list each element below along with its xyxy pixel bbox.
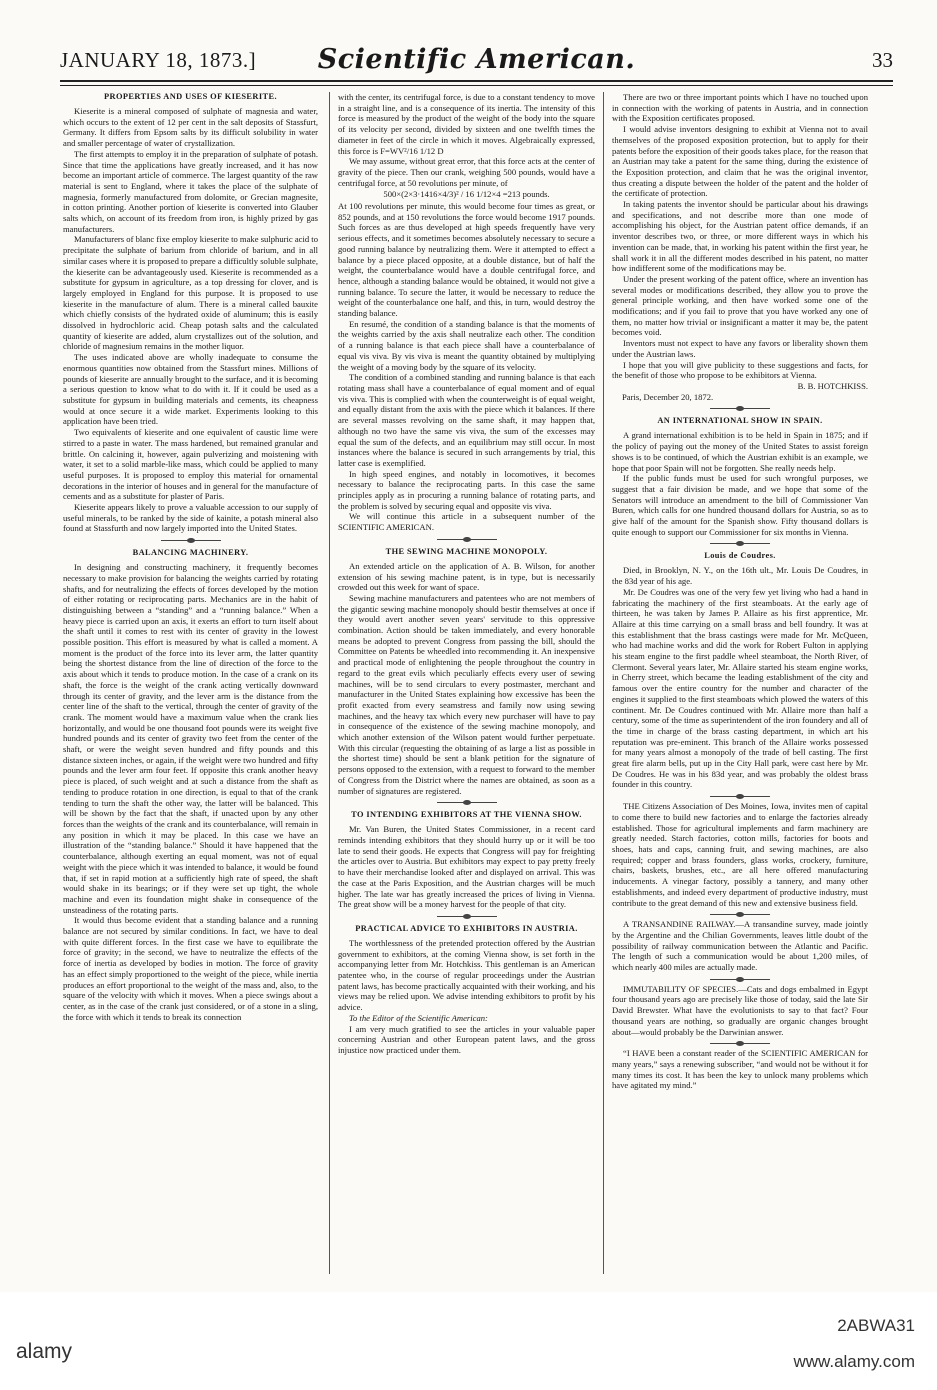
header-rule-thick bbox=[60, 80, 893, 82]
column-divider bbox=[329, 92, 330, 1274]
paragraph: If the public funds must be used for such wrongful purposes, we suggest that a fair division be made, and we hope that some of the Senators will introduce an amendment to the bill of Commissioner Van Buren, which calls for one hundred thousand dollars for Austria, so as to give half of the amount for the Spanish show. Fifty thousand dollars is quite enough to support our Commissioner for six months in Vienna. bbox=[612, 473, 868, 537]
page-header bbox=[60, 44, 893, 78]
article-title-sewing-monopoly: THE SEWING MACHINE MONOPOLY. bbox=[385, 546, 548, 556]
paragraph: “I HAVE been a constant reader of the SCIENTIFIC AMERICAN for many years,” says a renewing subscriber, “and would not be without it for many times its cost. It has been the key to unlock many problems which have agitated my mind.” bbox=[612, 1048, 868, 1091]
column-1 bbox=[63, 92, 318, 1276]
paragraph: At 100 revolutions per minute, this would become four times as great, or 852 pounds, and at 150 revolutions the force would become 1917 pounds. Such forces as are thus developed at high speeds frequently have very serious effects, and it sometimes becomes absolutely necessary to secure a good running balance by neutralizing them. Were it attempted to effect a balance by a piece placed opposite, at a double distance, but of half the weight, the counterbalance would have a double centrifugal force, and hence, although a standing balance would be obtained, it would not give a running balance. To secure the latter, it would be necessary to reduce the weight of the counterbalance one half, and this, in turn, would destroy the standing balance. bbox=[338, 201, 595, 319]
paragraph: I would advise inventors designing to exhibit at Vienna not to avail themselves of the proposed exposition protection, but to apply for their patents before the exposition of their goods takes place, for the reason that an Austrian may take a patent for the same thing, during the existence of the Exposition protection, and claim that he was the original inventor, thus creating a dispute between the holder of the patent and the holder of the certificate of protection. bbox=[612, 124, 868, 199]
header-rule-thin bbox=[60, 85, 893, 86]
article-title-spain-show: AN INTERNATIONAL SHOW IN SPAIN. bbox=[657, 416, 823, 426]
article-title-practical-advice: PRACTICAL ADVICE TO EXHIBITORS IN AUSTRIA. bbox=[355, 923, 578, 933]
column-2 bbox=[338, 92, 595, 1276]
section-separator bbox=[437, 539, 497, 540]
paragraph: Died, in Brooklyn, N. Y., on the 16th ult., Mr. Louis De Coudres, in the 83d year of his age. bbox=[612, 565, 868, 587]
watermark-logo: alamy bbox=[16, 1340, 73, 1363]
paragraph: En resumé, the condition of a standing balance is that the moments of the weights carried by the axis shall neutralize each other. The condition of a running balance is that each piece shall have a counterbalance of equal vis viva. By vis viva is meant the quantity obtained by multiplying the weight of a moving body by the square of its velocity. bbox=[338, 318, 595, 372]
article-title-kieserite: PROPERTIES AND USES OF KIESERITE. bbox=[104, 92, 277, 101]
section-separator bbox=[437, 802, 497, 803]
section-separator bbox=[161, 540, 221, 541]
paragraph: In taking patents the inventor should be particular about his drawings and specifications, and not describe more than one mode of accomplishing his object, for the Austrian patent office demands, if an inventor describes two, or three, or more different ways in which his invention can be made, that, in working his patent within the first year, he shall work it in all the different modes described in his patent, no matter how indifferent some of the modifications may be. bbox=[612, 199, 868, 274]
section-separator bbox=[710, 408, 770, 409]
paragraph: I hope that you will give publicity to these suggestions and facts, for the benefit of those who propose to be exhibitors at Vienna. bbox=[612, 359, 868, 381]
article-title-balancing: BALANCING MACHINERY. bbox=[132, 548, 249, 558]
letter-date: Paris, December 20, 1872. bbox=[622, 391, 714, 402]
paragraph: A grand international exhibition is to be held in Spain in 1875; and if the policy of paying out the money of the United States to assist foreign shows is to be continued, of which the Austrian exhibit is an example, we hope that poor Spain will not be forgotten. She really needs help. bbox=[612, 430, 868, 473]
column-divider bbox=[603, 92, 604, 1274]
article-title-vienna-show: TO INTENDING EXHIBITORS AT THE VIENNA SHOW. bbox=[351, 810, 582, 820]
paragraph: Two equivalents of kieserite and one equivalent of caustic lime were stirred to a paste in water. The mass hardened, but remained granular and brittle. On calcining it, however, again pulverizing and moistening with water, it set to a solid marble-like mass, which could be applied to many useful purposes. It is proposed to employ this material for ornamental decorations in the interior of houses and in general for the manufacture of cements and as a substitute for plaster of Paris. bbox=[63, 427, 318, 502]
article-title-coudres: Louis de Coudres. bbox=[704, 551, 776, 561]
paragraph: The condition of a combined standing and running balance is that each rotating mass shall have a counterbalance of equal moment and of equal vis viva. This is complied with when the counterweight is of equal weight, and equally distant from the axis with the piece which it balances. If there are several masses revolving on the same shaft, it may happen that, although no two have the same vis viva, the sum of the excesses may equal the sum of the defects, and an equilibrium may still occur. In most instances where the balance is secured in such arrangements by trial, this latter case is exemplified. bbox=[338, 372, 595, 468]
paragraph: with the center, its centrifugal force, is due to a constant tendency to move in a straight line, and is a consequence of its inertia. The intensity of this force is measured by the product of the weight of the body into the square of its velocity per second, divided by sixteen and one twelfth times the diameter in feet of the circle in which it moves. Algebraically expressed, this force is F=WV²/16 1/12 D bbox=[338, 92, 595, 156]
section-separator bbox=[710, 979, 770, 980]
paragraph: Mr. Van Buren, the United States Commissioner, in a recent card reminds intending exhibitors that they should hurry up or it will be too late to send their goods. He expects that Congress will pay for freighting the articles over to Austria. But exhibitors may expect to pay pretty freely to have their merchandise looked after and displayed on arrival. This was the case at the Paris Exposition, and the Austrian charges will be much higher. The late war has greatly increased the prices of living in Vienna. The great show will be a money harvest for the people of that city. bbox=[338, 824, 595, 910]
letter-signature: B. B. HOTCHKISS. bbox=[797, 380, 868, 391]
section-separator bbox=[710, 914, 770, 915]
paragraph: The first attempts to employ it in the preparation of sulphate of potash. Since that time the applications have greatly increased, and it has now become an important article of commerce. The largest quantity of the raw material is sent to England, where it takes the place of the sulphate of magnesia, formerly manufactured from dolomite, or Grecian magnesite, in cotton printing. Another portion of kieserite is converted into Glauber salts which, on account of its freedom from iron, is highly prized by gas manufacturers. bbox=[63, 148, 318, 234]
masthead-title: Scientific American. bbox=[317, 44, 636, 75]
letter-salutation: To the Editor of the Scientific American: bbox=[349, 1012, 488, 1023]
paragraph: Mr. De Coudres was one of the very few yet living who had a hand in fabricating the machinery of the first steamboats. At the early age of thirteen, he was taken by James P. Allaire as his first apprentice, Mr. Allaire at this time carrying on a small brass and bell foundry. It was at this establishment that the brass castings were made for Mr. McQueen, who had machine works and did the work for Robert Fulton in applying his steam engine to the first paddle wheel steamboat, the North River, of Clermont. Several years later, Mr. Allaire started his steam engine works, in Cherry street, which became the leading establishment of the city and famous over the entire country for the number and character of the engines it supplied to the first steamboats which plowed the waters of this continent. Mr. De Coudres continued with Mr. Allaire more than half a century, some of the time as superintendent of the iron foundery and all of the time in charge of the brass casting department, in which art his reputation was pre-eminent. This branch of the Allaire works possessed for many years almost a monopoly of the trade of bell casting. The first great fire alarm bells, put up in the City Hall park, were cast here by Mr. De Coudres. He was in his 83d year, and was probably the oldest brass founder in this country. bbox=[612, 586, 868, 790]
paragraph: An extended article on the application of A. B. Wilson, for another extension of his sewing machine patent, is in type, but is necessarily crowded out this week for want of space. bbox=[338, 560, 595, 593]
paragraph: Under the present working of the patent office, where an invention has several modes or modifications described, they allow you to prove the general principle working, and then have worked some one of the modifications; and if you fail to prove that you have worked any one of them, no matter how trivial or insignificant a matter it may be, the patent becomes void. bbox=[612, 273, 868, 338]
watermark-bar bbox=[0, 1292, 937, 1390]
paragraph: There are two or three important points which I have no touched upon in connection with the working of patents in Austria, and in connection with the Exposition certificates proposed. bbox=[612, 92, 868, 124]
formula: 500×(2×3·1416×4/3)² / 16 1/12×4 =213 pounds. bbox=[383, 189, 550, 200]
section-separator bbox=[710, 543, 770, 544]
paragraph: We will continue this article in a subsequent number of the SCIENTIFIC AMERICAN. bbox=[338, 511, 595, 533]
paragraph: Inventors must not expect to have any favors or liberality shown them under the Austrian laws. bbox=[612, 338, 868, 359]
column-3 bbox=[612, 92, 868, 1276]
paragraph: The worthlessness of the pretended protection offered by the Austrian government to exhibitors, at the coming Vienna show, is set forth in the accompanying letter from Mr. Hotchkiss. This gentleman is an American patentee who, in the course of regular proceedings under the Austrian patent laws, has become practically acquainted with their working, and his views may be relied upon. We advise intending exhibitors to profit by his advice. bbox=[338, 937, 595, 1013]
paragraph: We may assume, without great error, that this force acts at the center of gravity of the piece. Then our crank, weighing 500 pounds, would have a centrifugal force, at 50 revolutions per minute, of bbox=[338, 156, 595, 188]
section-separator bbox=[437, 916, 497, 917]
page-number: 33 bbox=[872, 48, 893, 72]
watermark-url: www.alamy.com bbox=[793, 1352, 915, 1371]
paragraph: IMMUTABILITY OF SPECIES.—Cats and dogs embalmed in Egypt four thousand years ago are precisely like those of today, said the late Sir David Brewster. What have the evolutionists to say to that fact? Four thousand years are nothing, so gradually are organic changes brought about—would probably be the Darwinian answer. bbox=[612, 983, 868, 1037]
paragraph: THE Citizens Association of Des Moines, Iowa, invites men of capital to come there to build new factories and to enlarge the factories already established. Those for agricultural implements and farm machinery are greatly needed. Starch factories, cotton mills, factories for boots and shoes, hats and caps, canning fruit, and sewing machines, are also required; copper and brass founders, glass works, crockery, furniture, chairs, baskets, brushes, etc., are all here offered manufacturing inducements. A vinegar factory, possibly a tannery, and many other establishments, and indeed every department of productive industry, must contribute to the great demand of this new and extensive business field. bbox=[612, 801, 868, 908]
paragraph: It would thus become evident that a standing balance and a running balance are not secured by similar conditions. In fact, we have to deal with quite different forces. In the first case we have to equilibrate the force of gravity; in the second, we have to neutralize the effects of the force of inertia as developed by bodies in motion. The force of gravity has an effect simply proportioned to the weight of the piece, while inertia produces an effort proportional to the weight of the mass and, also, to the square of the velocity with which it moves. When a piece swings about a center, as in the case of the crank just considered, or of a stone in a sling, the force with which it tends to break its connection bbox=[63, 915, 318, 1022]
paragraph: A TRANSANDINE RAILWAY.—A transandine survey, made jointly by the Argentine and the Chilian Governments, leaves little doubt of the possibility of railway communication between the Atlantic and Pacific. The length of such a communication would be about 1,200 miles, of which nearly 400 miles are actually made. bbox=[612, 919, 868, 973]
paragraph: I am very much gratified to see the articles in your valuable paper concerning Austrian and other European patent laws, and the gross injustice now practiced under them. bbox=[338, 1023, 595, 1055]
paragraph: Sewing machine manufacturers and patentees who are not members of the gigantic sewing machine monopoly should bestir themselves at once if they would avert another seven years' servitude to this oppressive combination. Action should be taken immediately, and every honorable means be adopted to prevent Congress from passing the bill, should the Committee on Patents be wheedled into recommending it. An inexpensive and practical mode of enlightening the people throughout the country in regard to the great evils which peculiarly effects every user of sewing machines, will be to send circulars to every postmaster, merchant and manufacturer in the United States explaining how excessive has been the profit exacted from every seamstress and family now using sewing machines, and the heavy tax which every new purchaser will have to pay in consequence of the existence of the sewing machine monopoly, and which another extension of the Wilson patent would further perpetuate. With this circular (requesting the obtaining of as large a list as possible in the shortest time) should be sent a blank petition for the signature of persons opposed to the extension, with a request to forward to the member of Congress from the District where the names are obtained, as soon as a number of signatures are registered. bbox=[338, 592, 595, 796]
paragraph: Kieserite is a mineral composed of sulphate of magnesia and water, which occurs to the extent of 12 per cent in the salt deposits of Stassfurt, Germany. It differs from Epsom salts by its difficult solubility in water and smaller percentage of water of crystallization. bbox=[63, 106, 318, 149]
paragraph: The uses indicated above are wholly inadequate to consume the enormous quantities now obtained from the Stassfurt mines. Millions of pounds of kieserite are annually brought to the surface, and it is becoming a serious question to know what to do with it. If it could be used as a substitute for gypsum in building materials and cements, its cheapness would at once secure it a wide market. Experiments looking to this application have been tried. bbox=[63, 352, 318, 427]
paragraph: In high speed engines, and notably in locomotives, it becomes necessary to balance the reciprocating parts. In this case the same principles apply as in procuring a running balance of rotating parts, and the problem is solved by securing equal and opposite vis viva. bbox=[338, 468, 595, 511]
section-separator bbox=[710, 796, 770, 797]
image-id: 2ABWA31 bbox=[837, 1316, 915, 1335]
paragraph: Kieserite appears likely to prove a valuable accession to our supply of useful minerals, to be ranked by the side of kainite, a potash mineral also found at Stassfurth and now largely imported into the United States. bbox=[63, 502, 318, 534]
paragraph: Manufacturers of blanc fixe employ kieserite to make sulphuric acid to precipitate the sulphate of barium from chloride of barium, and in all similar cases where it is proposed to prepare a difficultly soluble sulphate, the kieserite can be advantageously used. Kieserite is recommended as a substitute for gypsum in agriculture, as a top dressing for clover, and is largely employed in England for this purpose. It is proposed to use kieserite in the manufacture of alum. There is a mineral called bauxite which chiefly consists of the hydrated oxide of aluminum; this is easily dissolved in hydrochloric acid. Cheap potash salts and the calculated quantity of kieserite are added, alum crystallizes out of the solution, and chloride of magnesium remains in the mother liquor. bbox=[63, 234, 318, 352]
section-separator bbox=[710, 1043, 770, 1044]
paragraph: In designing and constructing machinery, it frequently becomes necessary to make provision for balancing the weights carried by rotating shafts, and for neutralizing the effects of forces developed by the motion of either rotating or reciprocating parts. Mechanics are in the habit of distinguishing between a “standing” and a “running balance.” When a heavy piece is carried upon an axis, it exerts an effort to turn itself about the shaft until it comes to rest with its center of gravity in the lowest possible position. This effort is measured by what is called a moment. A moment is the product of the force into its lever arm, the latter quantity being the shortest distance from the line of direction of the force to the axis about which it tends to produce motion. In the case of a crank on its shaft, the force is the weight of the crank acting vertically downward through its center of gravity, and the lever arm is the distance from the center line of the shaft to the vertical, through the center of gravity of the crank. The moment would have a maximum value when the crank lies horizontally, and would be one thousand foot pounds were its weight five hundred pounds and its center of gravity two feet from the center of the shaft, or were the weight seven hundred and fifty pounds and this distance sixteen inches, or again, if the weight were two hundred and fifty pounds and the lever arm four feet. If opposite this crank another heavy piece is placed, of such weight and at such a distance from the shaft as tending to produce rotation in one direction, is equal to that of the crank tending to turn the shaft the other way, the latter will be balanced. This will be shown by the fact that the shaft, if unacted upon by any other forces than the weights of the crank and its counterbalance, will remain in any position in which it may be placed. In this case we have an illustration of the “standing balance.” Should it have happened that the counterbalance, although exerting an equal moment, was not of equal weight with the piece which it was intended to balance, it would be found that, if set in rapid motion at a sufficiently high rate of speed, the shaft would shake in its bearings; or if they were set up tight, the whole machine and even its foundation might shake in consequence of the unsteadiness of the rotating parts. bbox=[63, 562, 318, 915]
issue-date: JANUARY 18, 1873.] bbox=[60, 48, 257, 72]
